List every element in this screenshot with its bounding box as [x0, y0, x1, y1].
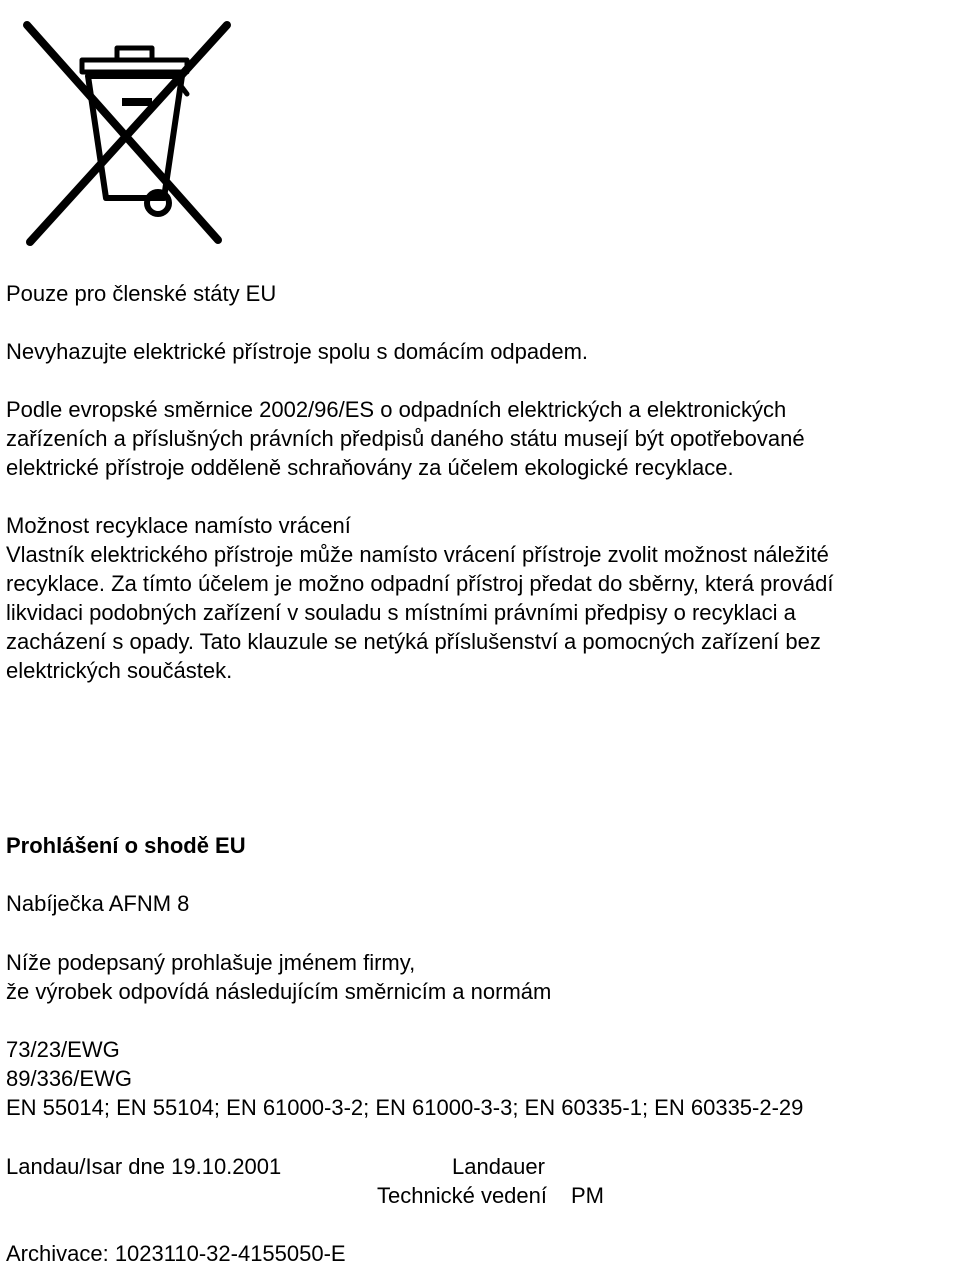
- recycling-text-line: Vlastník elektrického přístroje může namísto vrácení přístroje zvolit možnost náležité: [6, 542, 829, 567]
- recycling-text-line: likvidaci podobných zařízení v souladu s místními právními předpisy o recyklaci a: [6, 600, 796, 625]
- declaration-text-line: Níže podepsaný prohlašuje jménem firmy,: [6, 950, 416, 975]
- declaration-text-line: že výrobek odpovídá následujícím směrnicím a normám: [6, 979, 552, 1004]
- directive-text-line: zařízeních a příslušných právních předpisů daného státu musejí být opotřebované: [6, 426, 805, 451]
- signatory-role-line: [377, 1181, 604, 1210]
- declaration-heading: Prohlášení o shodě EU: [6, 833, 246, 858]
- standard-item: EN 55014; EN 55104; EN 61000-3-2; EN 61000-3-3; EN 60335-1; EN 60335-2-29: [6, 1095, 804, 1120]
- archive-number: Archivace: 1023110-32-4155050-E: [6, 1241, 346, 1266]
- crossed-out-wheelie-bin-icon: [22, 20, 234, 248]
- place-date: Landau/Isar dne 19.10.2001: [6, 1154, 282, 1179]
- signatory-abbr: PM: [571, 1183, 604, 1208]
- recycling-heading: Možnost recyklace namísto vrácení: [6, 513, 351, 538]
- signatory-role: Technické vedení: [377, 1183, 547, 1208]
- standard-item: 73/23/EWG: [6, 1037, 120, 1062]
- recycling-text-line: recyklace. Za tímto účelem je možno odpadní přístroj předat do sběrny, která provádí: [6, 571, 834, 596]
- directive-text-line: Podle evropské směrnice 2002/96/ES o odpadních elektrických a elektronických: [6, 397, 787, 422]
- signatory-name: Landauer: [452, 1154, 545, 1179]
- eu-only-note: Pouze pro členské státy EU: [6, 281, 277, 306]
- household-warning: Nevyhazujte elektrické přístroje spolu s domácím odpadem.: [6, 339, 589, 364]
- directive-text-line: elektrické přístroje odděleně schraňovány za účelem ekologické recyklace.: [6, 455, 734, 480]
- recycling-text-line: elektrických součástek.: [6, 658, 233, 683]
- standard-item: 89/336/EWG: [6, 1066, 132, 1091]
- recycling-text-line: zacházení s opady. Tato klauzule se netýká příslušenství a pomocných zařízení bez: [6, 629, 821, 654]
- product-name: Nabíječka AFNM 8: [6, 891, 190, 916]
